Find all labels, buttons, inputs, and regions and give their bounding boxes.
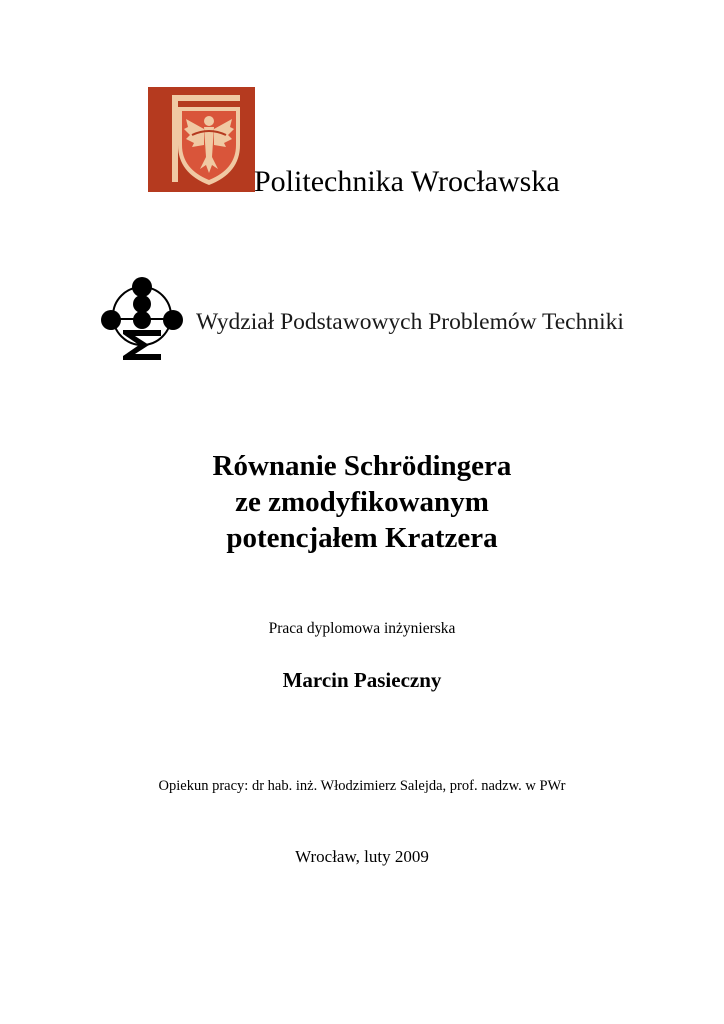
place-and-date: Wrocław, luty 2009: [295, 847, 429, 866]
thesis-title-line-3: potencjałem Kratzera: [226, 522, 498, 554]
thesis-title-line-1: Równanie Schrödingera: [212, 450, 512, 482]
supervisor-line: Opiekun pracy: dr hab. inż. Włodzimierz Salejda, prof. nadzw. w PWr: [158, 778, 566, 794]
thesis-type: Praca dyplomowa inżynierska: [268, 620, 456, 637]
university-name: Politechnika Wrocławska: [254, 165, 560, 198]
faculty-name: Wydział Podstawowych Problemów Techniki: [196, 309, 624, 335]
faculty-sigma-logo-icon: [99, 276, 185, 360]
thesis-title-line-2: ze zmodyfikowanym: [235, 486, 489, 518]
author-name: Marcin Pasieczny: [282, 668, 442, 692]
university-eagle-logo-icon: [148, 87, 255, 192]
